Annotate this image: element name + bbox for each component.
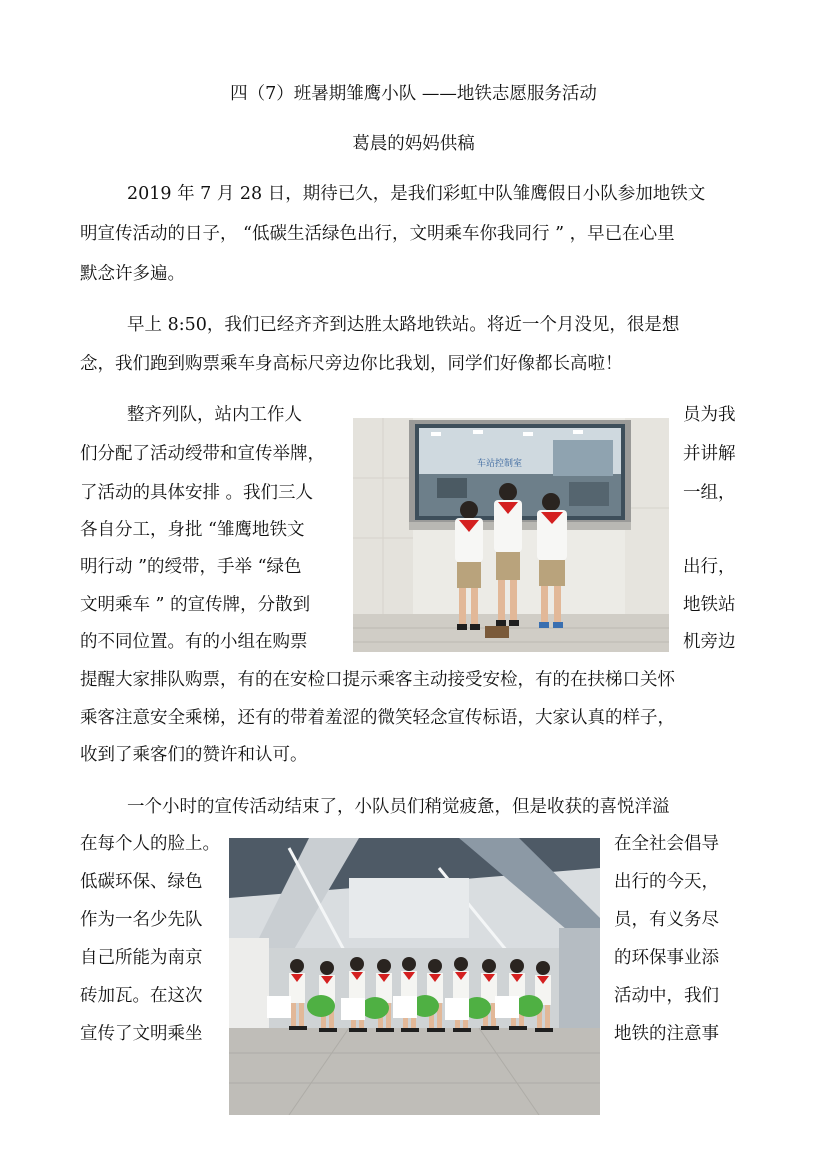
photo-control-room — [353, 418, 669, 652]
author-line: 葛晨的妈妈供稿 — [352, 134, 475, 154]
p4-right-5: 活动中，我们 — [614, 986, 719, 1006]
p3-full-1: 提醒大家排队购票，有的在安检口提示乘客主动接受安检，有的在扶梯口关怀 — [80, 670, 675, 690]
p1-line-1: 2019 年 7 月 28 日，期待已久，是我们彩虹中队雏鹰假日小队参加地铁文 — [127, 184, 706, 204]
control-room-sign: 车站控制室 — [477, 459, 523, 469]
p3-right-3: 一组， — [683, 483, 736, 503]
p4-left-3: 作为一名少先队 — [80, 910, 203, 930]
p4-left-2: 低碳环保、绿色 — [80, 872, 203, 892]
p3-left-5: 明行动 ”的绶带，手举 “绿色 — [80, 557, 302, 577]
p4-right-1: 在全社会倡导 — [614, 834, 719, 854]
p3-full-2: 乘客注意安全乘梯，还有的带着羞涩的微笑轻念宣传标语，大家认真的样子， — [80, 708, 675, 728]
photo-group — [229, 838, 600, 1115]
p3-left-3: 了活动的具体安排 。我们三人 — [80, 483, 314, 503]
p3-right-5: 出行， — [683, 557, 736, 577]
p3-left-4: 各自分工，身批 “雏鹰地铁文 — [80, 520, 305, 540]
p1-line-2: 明宣传活动的日子， “低碳生活绿色出行，文明乘车你我同行 ” ，早已在心里 — [80, 224, 675, 244]
p1-line-3: 默念许多遍。 — [80, 264, 185, 284]
p3-right-7: 机旁边 — [683, 632, 736, 652]
p4-left-5: 砖加瓦。在这次 — [80, 986, 203, 1006]
p2-line-2: 念，我们跑到购票乘车身高标尺旁边你比我划，同学们好像都长高啦！ — [80, 354, 623, 374]
p4-line-1: 一个小时的宣传活动结束了，小队员们稍觉疲惫，但是收获的喜悦洋溢 — [127, 797, 670, 817]
p4-left-6: 宣传了文明乘坐 — [80, 1024, 203, 1044]
p3-left-6: 文明乘车 ” 的宣传牌，分散到 — [80, 595, 311, 615]
p4-right-4: 的环保事业添 — [614, 948, 719, 968]
p4-right-3: 员，有义务尽 — [614, 910, 719, 930]
p3-left-7: 的不同位置。有的小组在购票 — [80, 632, 308, 652]
p3-right-1: 员为我 — [683, 405, 736, 425]
p4-left-4: 自己所能为南京 — [80, 948, 203, 968]
p4-right-2: 出行的今天， — [614, 872, 719, 892]
p3-right-2: 并讲解 — [683, 444, 736, 464]
p4-left-1: 在每个人的脸上。 — [80, 834, 220, 854]
page-title: 四（7）班暑期雏鹰小队 ——地铁志愿服务活动 — [230, 84, 597, 104]
p4-right-6: 地铁的注意事 — [614, 1024, 719, 1044]
p3-right-6: 地铁站 — [683, 595, 736, 615]
p3-left-2: 们分配了活动绶带和宣传举牌， — [80, 444, 325, 464]
p2-line-1: 早上 8:50，我们已经齐齐到达胜太路地铁站。将近一个月没见，很是想 — [127, 315, 680, 335]
p3-full-3: 收到了乘客们的赞许和认可。 — [80, 745, 308, 765]
p3-left-1: 整齐列队，站内工作人 — [127, 405, 302, 425]
